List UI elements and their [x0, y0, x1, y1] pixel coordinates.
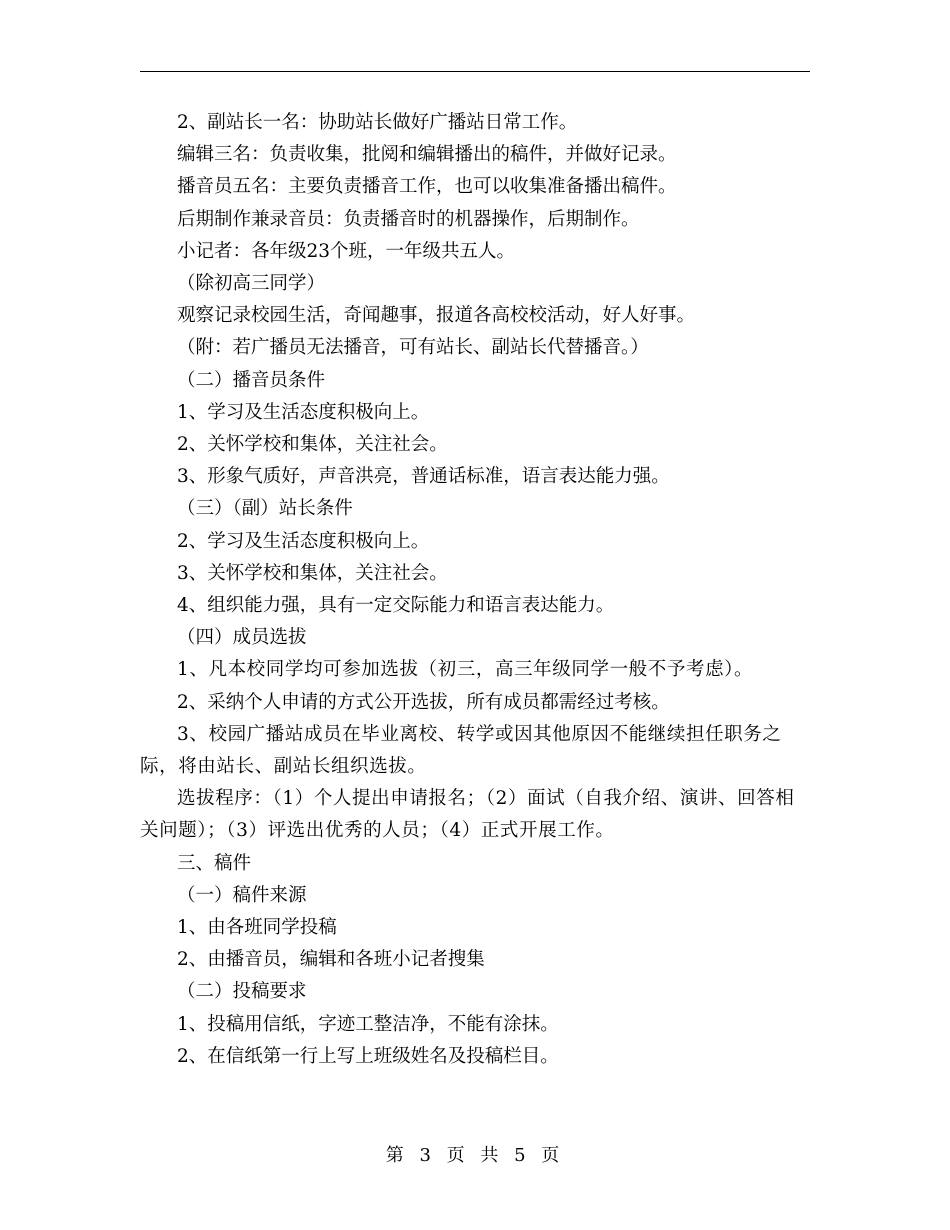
- paragraph: 2、由播音员，编辑和各班小记者搜集: [177, 949, 485, 971]
- page-number-footer: 第 3 页 共 5 页: [385, 1145, 565, 1166]
- paragraph: （一）稿件来源: [177, 884, 307, 906]
- paragraph: 1、凡本校同学均可参加选拔（初三，高三年级同学一般不予考虑）。: [177, 659, 754, 681]
- paragraph: （二）播音员条件: [177, 369, 326, 391]
- paragraph: （四）成员选拔: [177, 627, 307, 649]
- paragraph: 2、副站长一名：协助站长做好广播站日常工作。: [177, 112, 578, 133]
- paragraph: 3、关怀学校和集体，关注社会。: [177, 562, 448, 584]
- paragraph: （除初高三同学）: [177, 273, 326, 295]
- paragraph: （三）（副）站长条件: [177, 498, 353, 520]
- paragraph: 4、组织能力强，具有一定交际能力和语言表达能力。: [177, 595, 615, 617]
- paragraph: （附：若广播员无法播音，可有站长、副站长代替播音。）: [177, 337, 649, 359]
- paragraph: 后期制作兼录音员：负责播音时的机器操作，后期制作。: [177, 208, 640, 230]
- paragraph: 编辑三名：负责收集，批阅和编辑播出的稿件，并做好记录。: [177, 144, 677, 166]
- paragraph: 选拔程序：（1）个人提出申请报名；（2）面试（自我介绍、演讲、回答相关问题）；（3）评选出优秀的人员；（4）正式开展工作。: [140, 788, 795, 842]
- paragraph: 三、稿件: [177, 852, 252, 874]
- paragraph: 观察记录校园生活，奇闻趣事，报道各高校校活动，好人好事。: [177, 305, 696, 327]
- paragraph: 2、学习及生活态度积极向上。: [177, 530, 430, 552]
- paragraph: 3、校园广播站成员在毕业离校、转学或因其他原因不能继续担任职务之际，将由站长、副站长组织选拔。: [140, 723, 782, 778]
- paragraph: （二）投稿要求: [177, 981, 307, 1003]
- paragraph: 3、形象气质好，声音洪亮，普通话标准，语言表达能力强。: [177, 466, 670, 488]
- paragraph: 1、学习及生活态度积极向上。: [177, 401, 430, 423]
- paragraph: 2、关怀学校和集体，关注社会。: [177, 434, 448, 456]
- header-rule: [140, 71, 810, 72]
- paragraph: 1、由各班同学投稿: [177, 917, 337, 939]
- paragraph: 2、采纳个人申请的方式公开选拔，所有成员都需经过考核。: [177, 691, 670, 713]
- document-body: [140, 107, 810, 1073]
- paragraph: 播音员五名：主要负责播音工作，也可以收集准备播出稿件。: [177, 176, 677, 198]
- paragraph: 小记者：各年级23个班，一年级共五人。: [177, 240, 516, 262]
- paragraph: 1、投稿用信纸，字迹工整洁净，不能有涂抹。: [177, 1013, 559, 1035]
- paragraph: 2、在信纸第一行上写上班级姓名及投稿栏目。: [177, 1045, 559, 1067]
